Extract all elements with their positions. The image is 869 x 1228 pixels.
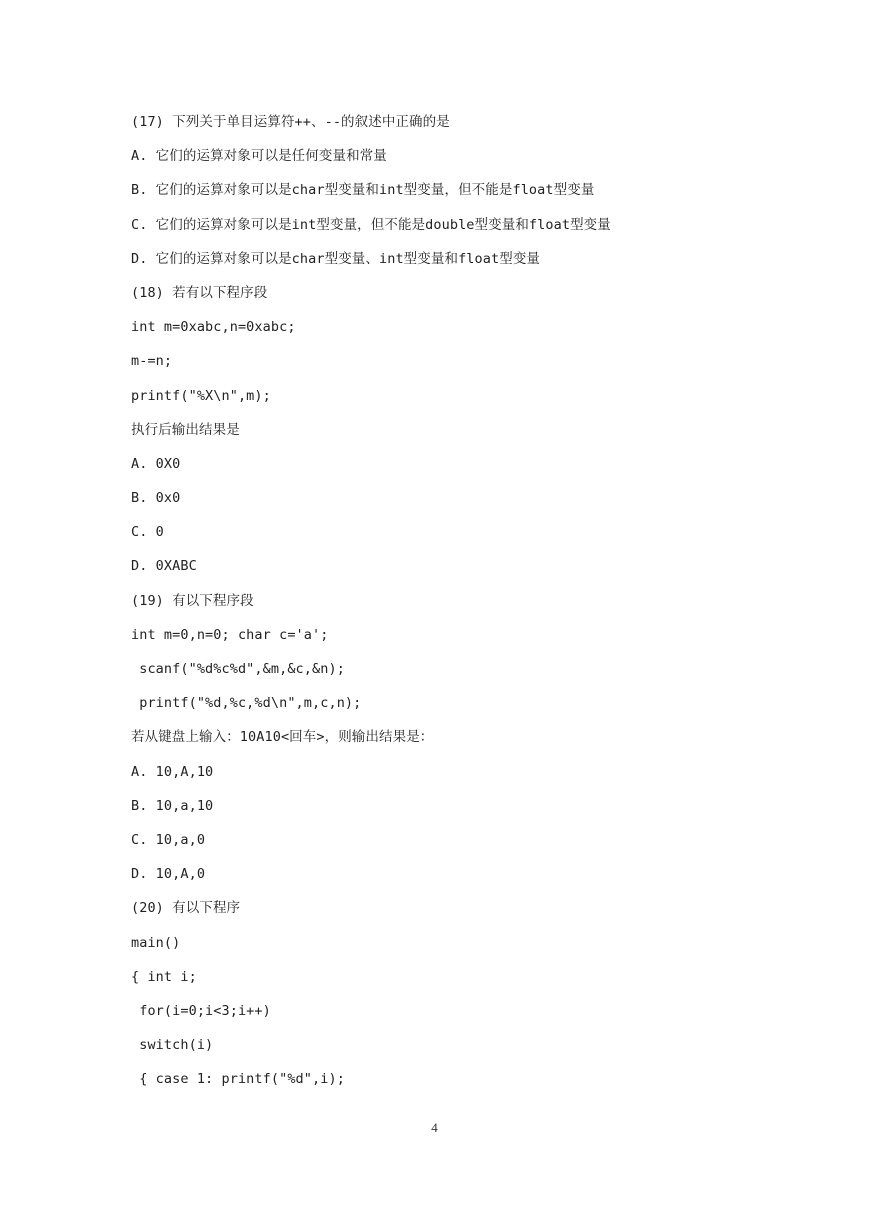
question-17-option-c: C. 它们的运算对象可以是int型变量，但不能是double型变量和float型变量 (131, 216, 611, 233)
question-19-option-c: C. 10,a,0 (131, 831, 206, 848)
question-20-stem: (20) 有以下程序 (131, 900, 241, 917)
question-17-option-d: D. 它们的运算对象可以是char型变量、int型变量和float型变量 (131, 250, 541, 267)
document-body (131, 111, 831, 1102)
page-number: 4 (431, 1120, 438, 1135)
code-line: { int i; (131, 968, 197, 985)
question-19-option-d: D. 10,A,0 (131, 866, 206, 883)
code-line: printf("%X\n",m); (131, 387, 271, 404)
code-line: main() (131, 934, 181, 951)
question-18-stem: (18) 若有以下程序段 (131, 284, 268, 301)
question-18-prompt: 执行后输出结果是 (131, 421, 240, 438)
code-line: int m=0,n=0; char c='a'; (131, 626, 329, 643)
code-line: for(i=0;i<3;i++) (131, 1002, 271, 1019)
question-19-option-b: B. 10,a,10 (131, 797, 214, 814)
code-line: m-=n; (131, 353, 173, 370)
code-line: int m=0xabc,n=0xabc; (131, 319, 296, 336)
code-line: { case 1: printf("%d",i); (131, 1071, 345, 1088)
question-19-prompt: 若从键盘上输入：10A10<回车>，则输出结果是： (131, 729, 434, 746)
question-18-option-d: D. 0XABC (131, 558, 197, 575)
question-18-option-c: C. 0 (131, 524, 164, 541)
question-17-option-b: B. 它们的运算对象可以是char型变量和int型变量，但不能是float型变量 (131, 182, 595, 199)
question-19-option-a: A. 10,A,10 (131, 763, 214, 780)
question-18-option-b: B. 0x0 (131, 490, 181, 507)
question-17-option-a: A. 它们的运算对象可以是任何变量和常量 (131, 148, 387, 165)
question-19-stem: (19) 有以下程序段 (131, 592, 254, 609)
code-line: printf("%d,%c,%d\n",m,c,n); (131, 695, 362, 712)
code-line: scanf("%d%c%d",&m,&c,&n); (131, 661, 345, 677)
question-18-option-a: A. 0X0 (131, 455, 181, 472)
code-line: switch(i) (131, 1037, 214, 1054)
question-17-stem: (17) 下列关于单目运算符++、--的叙述中正确的是 (131, 114, 450, 130)
